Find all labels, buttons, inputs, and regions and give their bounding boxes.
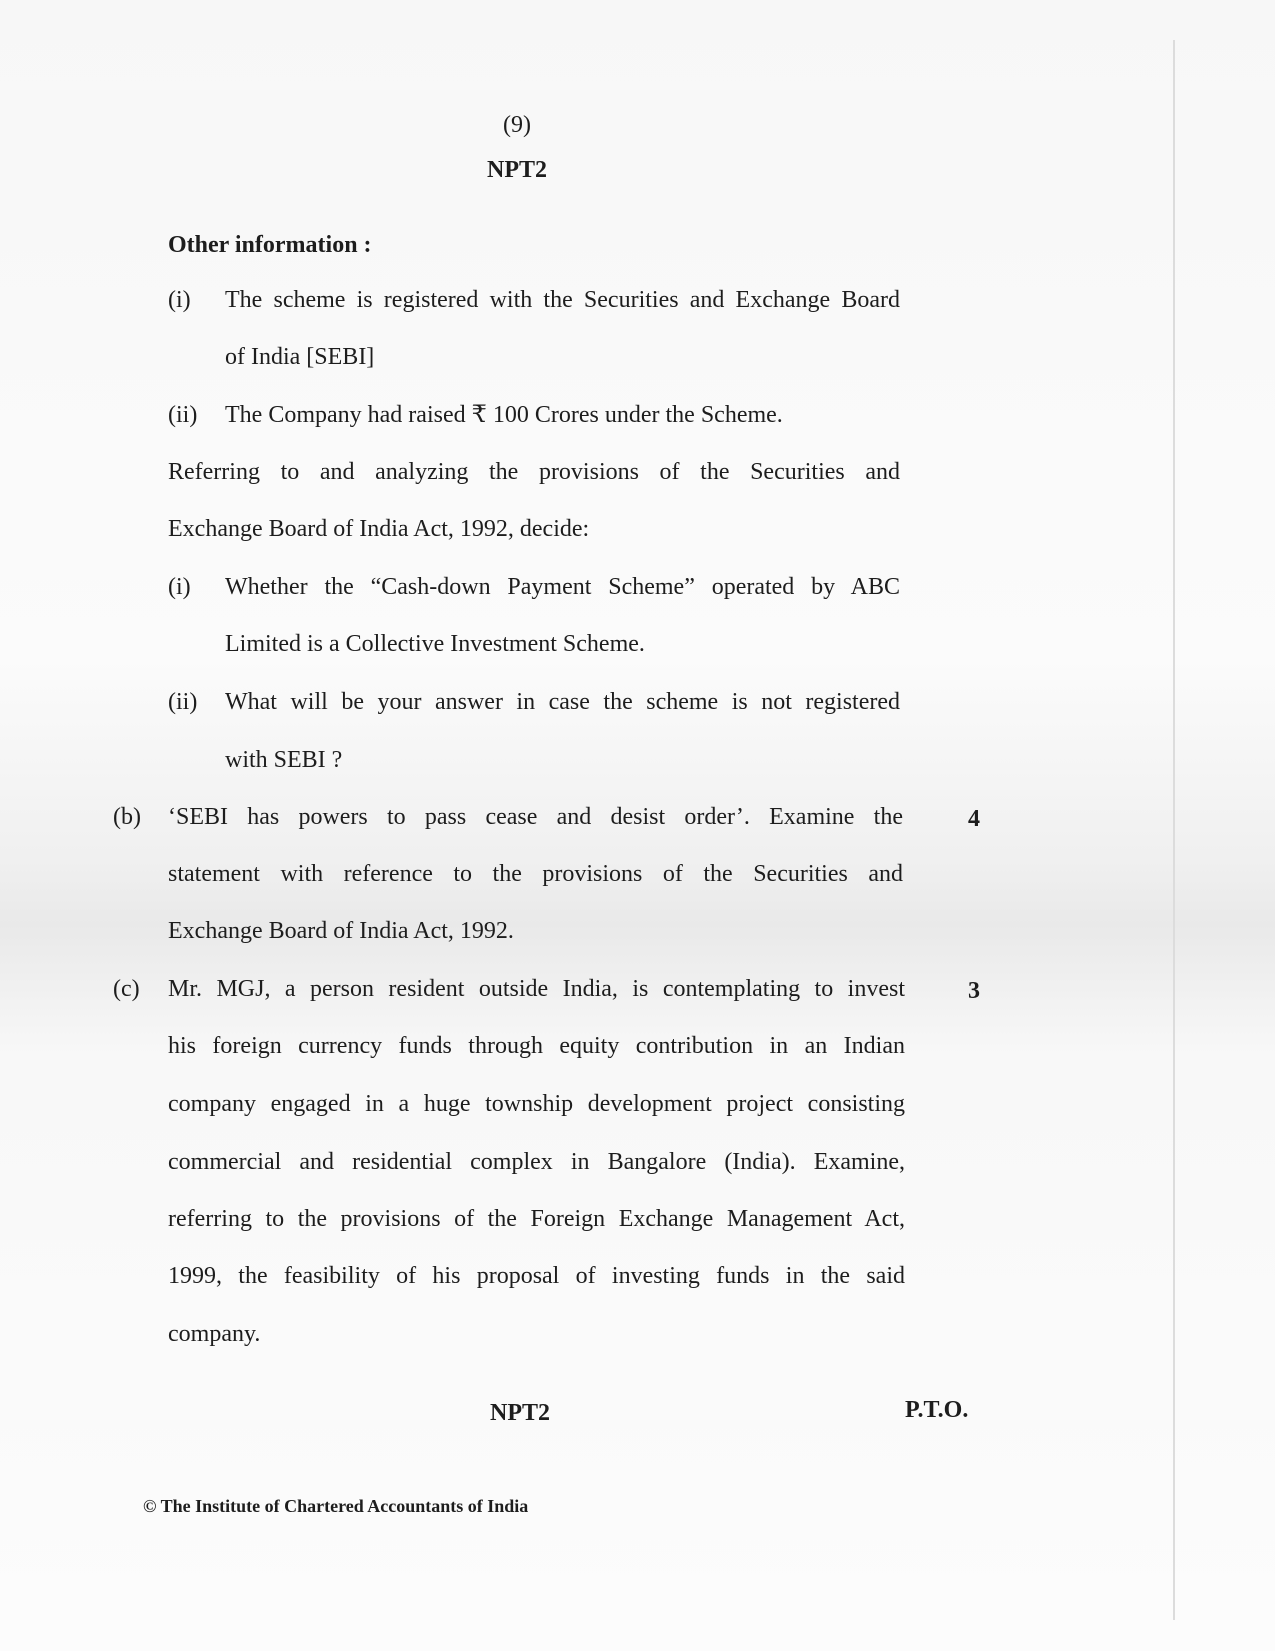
part-c-line: company. [168, 1321, 261, 1347]
part-b-label: (b) [113, 804, 141, 830]
intro-line: Exchange Board of India Act, 1992, decide: [168, 516, 590, 542]
question-line: What will be your answer in case the scheme is not registered [225, 689, 900, 715]
part-c-line: Mr. MGJ, a person resident outside India, is contemplating to invest [168, 976, 905, 1002]
part-c-marks: 3 [968, 978, 980, 1004]
paper-code-footer: NPT2 [490, 1400, 550, 1426]
question-number: (ii) [168, 689, 198, 715]
part-b-line: Exchange Board of India Act, 1992. [168, 918, 514, 944]
part-c-label: (c) [113, 976, 140, 1002]
part-b-line: ‘SEBI has powers to pass cease and desist order’. Examine the [168, 804, 903, 830]
intro-line: Referring to and analyzing the provisions of the Securities and [168, 459, 900, 485]
part-c-line: commercial and residential complex in Bangalore (India). Examine, [168, 1149, 905, 1175]
question-number: (i) [168, 574, 191, 600]
part-b-line: statement with reference to the provisions of the Securities and [168, 861, 903, 887]
part-b-marks: 4 [968, 806, 980, 832]
page-number: (9) [503, 112, 531, 138]
other-information-heading: Other information : [168, 232, 372, 258]
question-line: with SEBI ? [225, 747, 343, 773]
info-item-line: of India [SEBI] [225, 344, 375, 370]
info-item-line: The scheme is registered with the Securities and Exchange Board [225, 287, 900, 313]
info-item-number: (i) [168, 287, 191, 313]
question-line: Whether the “Cash-down Payment Scheme” operated by ABC [225, 574, 900, 600]
part-c-line: company engaged in a huge township development project consisting [168, 1091, 905, 1117]
part-c-line: referring to the provisions of the Foreign Exchange Management Act, [168, 1206, 905, 1232]
question-line: Limited is a Collective Investment Scheme. [225, 631, 645, 657]
info-item-line: The Company had raised ₹ 100 Crores under the Scheme. [225, 402, 783, 428]
info-item-number: (ii) [168, 402, 198, 428]
pto-marker: P.T.O. [905, 1397, 969, 1423]
part-c-line: 1999, the feasibility of his proposal of investing funds in the said [168, 1263, 905, 1289]
paper-code-header: NPT2 [487, 157, 547, 183]
part-c-line: his foreign currency funds through equity contribution in an Indian [168, 1033, 905, 1059]
copyright-notice: © The Institute of Chartered Accountants of India [143, 1496, 529, 1516]
page-edge-divider [1173, 40, 1175, 1620]
